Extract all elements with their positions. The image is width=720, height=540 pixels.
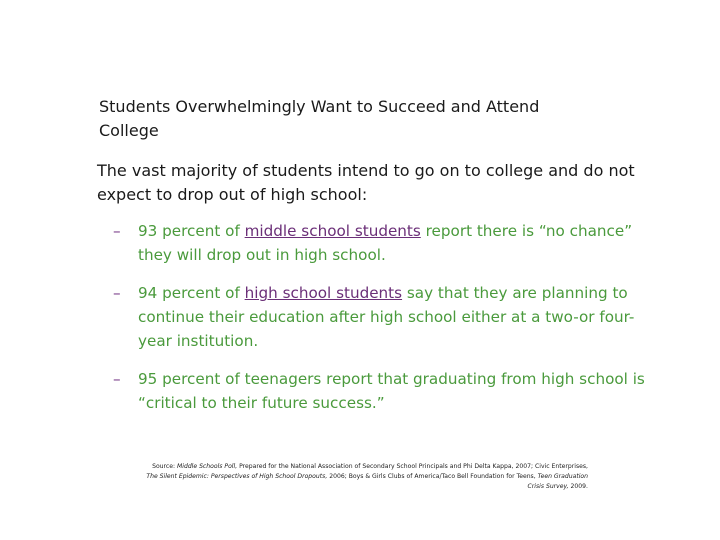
dash-marker: –: [113, 284, 121, 302]
source-text: 2009.: [568, 483, 588, 490]
intro-paragraph: The vast majority of students intend to go on to college and do not expect to drop out of high school:: [97, 161, 635, 204]
source-citation: [112, 462, 588, 492]
source-line: [112, 482, 588, 492]
bullet-text: 94 percent of: [138, 284, 245, 302]
source-italic: The Silent Epidemic: Perspectives of High School Dropouts,: [146, 473, 328, 480]
slide-title: Students Overwhelmingly Want to Succeed and Attend College: [99, 97, 540, 140]
source-line: [112, 462, 588, 472]
bullet-text: 93 percent of: [138, 222, 245, 240]
bullet-item: [113, 219, 653, 267]
source-italic: Crisis Survey,: [527, 483, 569, 490]
bullet-text: report there is “no chance” they will drop out in high school.: [138, 222, 633, 264]
bullet-text: 95 percent of teenagers report that graduating from high school is “critical to their future success.”: [138, 370, 645, 412]
source-text: 2006; Boys & Girls Clubs of America/Taco Bell Foundation for Teens,: [327, 473, 538, 480]
dash-marker: –: [113, 370, 121, 388]
high-school-students-link[interactable]: high school students: [244, 284, 403, 302]
middle-school-students-link[interactable]: middle school students: [244, 222, 421, 240]
source-text: Source:: [152, 463, 177, 470]
source-italic: Middle Schools Poll,: [177, 463, 238, 470]
source-italic: Teen Graduation: [537, 473, 588, 480]
dash-marker: –: [113, 222, 121, 240]
source-line: [112, 472, 588, 482]
bullet-text: say that they are planning to continue their education after high school either at a two-or four-year institution.: [138, 284, 635, 350]
bullet-list: [113, 219, 653, 415]
source-text: Prepared for the National Association of Secondary School Principals and Phi Delta Kappa, 2007; Civic Enterprises,: [237, 463, 588, 470]
bullet-item: [113, 281, 653, 353]
bullet-item: [113, 367, 653, 415]
